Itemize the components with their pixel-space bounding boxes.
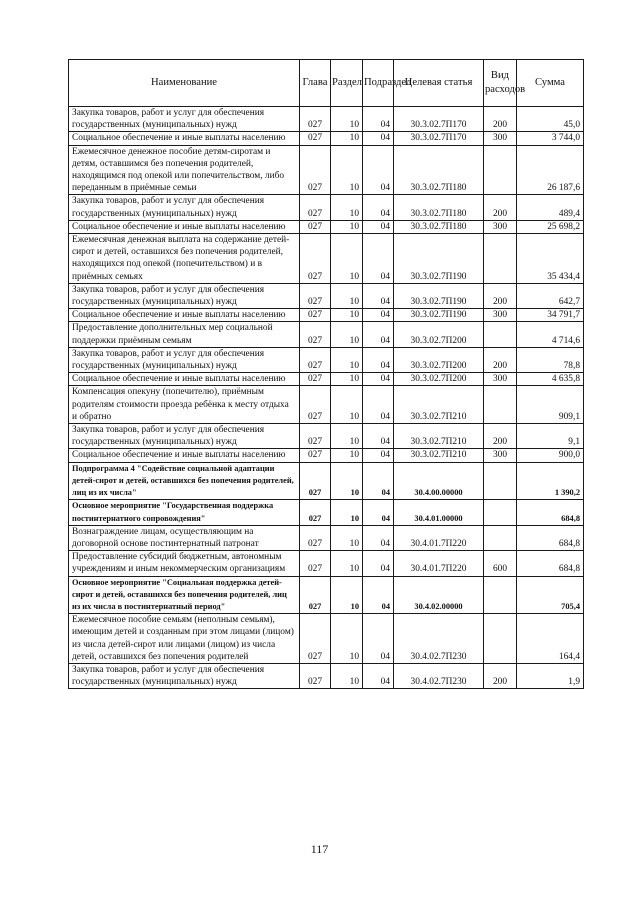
cell-amount: 1 390,2 bbox=[517, 462, 584, 500]
table-row bbox=[69, 107, 584, 132]
cell-name: Основное мероприятие "Государственная поддержка постинтернатного сопровождения" bbox=[69, 500, 300, 525]
cell-subsection: 04 bbox=[363, 614, 394, 664]
cell-subsection: 04 bbox=[363, 424, 394, 449]
cell-chapter: 027 bbox=[300, 525, 331, 550]
cell-chapter: 027 bbox=[300, 614, 331, 664]
cell-expense-type: 200 bbox=[484, 195, 517, 220]
cell-name: Ежемесячная денежная выплата на содержание детей-сирот и детей, оставшихся без попечения родителей, находящихся под опекой (попечительством) и в приёмных семьях bbox=[69, 234, 300, 284]
cell-section: 10 bbox=[331, 462, 363, 500]
cell-expense-type bbox=[484, 234, 517, 284]
cell-chapter: 027 bbox=[300, 309, 331, 322]
cell-target-item: 30.4.02.7П230 bbox=[394, 663, 484, 688]
table-row bbox=[69, 195, 584, 220]
cell-subsection: 04 bbox=[363, 576, 394, 614]
cell-chapter: 027 bbox=[300, 500, 331, 525]
cell-chapter: 027 bbox=[300, 322, 331, 347]
cell-subsection: 04 bbox=[363, 462, 394, 500]
cell-section: 10 bbox=[331, 500, 363, 525]
table-row bbox=[69, 525, 584, 550]
cell-amount: 9,1 bbox=[517, 424, 584, 449]
cell-section: 10 bbox=[331, 107, 363, 132]
cell-name: Ежемесячное денежное пособие детям-сиротам и детям, оставшимся без попечения родителей, находящимся под опекой или попечительством, либо переданным в приёмные семьи bbox=[69, 145, 300, 195]
header-subsection: Подраздел bbox=[363, 60, 394, 107]
cell-section: 10 bbox=[331, 132, 363, 145]
cell-target-item: 30.3.02.7П210 bbox=[394, 449, 484, 462]
cell-subsection: 04 bbox=[363, 500, 394, 525]
cell-amount: 4 714,6 bbox=[517, 322, 584, 347]
cell-chapter: 027 bbox=[300, 551, 331, 576]
cell-amount: 642,7 bbox=[517, 283, 584, 308]
cell-name: Ежемесячное пособие семьям (неполным семьям), имеющим детей и созданным при этом лицами (лицом) из числа детей-сирот или лицами (лицом) из числа детей, оставшихся без попечения родителей bbox=[69, 614, 300, 664]
cell-target-item: 30.4.01.00000 bbox=[394, 500, 484, 525]
cell-subsection: 04 bbox=[363, 373, 394, 386]
cell-amount: 684,8 bbox=[517, 551, 584, 576]
cell-chapter: 027 bbox=[300, 663, 331, 688]
cell-expense-type: 200 bbox=[484, 107, 517, 132]
cell-subsection: 04 bbox=[363, 551, 394, 576]
table-row bbox=[69, 462, 584, 500]
cell-expense-type bbox=[484, 525, 517, 550]
cell-chapter: 027 bbox=[300, 462, 331, 500]
table-row bbox=[69, 132, 584, 145]
cell-amount: 684,8 bbox=[517, 500, 584, 525]
cell-name: Закупка товаров, работ и услуг для обеспечения государственных (муниципальных) нужд bbox=[69, 107, 300, 132]
cell-name: Социальное обеспечение и иные выплаты населению bbox=[69, 309, 300, 322]
cell-amount: 164,4 bbox=[517, 614, 584, 664]
cell-expense-type: 300 bbox=[484, 449, 517, 462]
table-row bbox=[69, 347, 584, 372]
cell-section: 10 bbox=[331, 614, 363, 664]
table-row bbox=[69, 386, 584, 424]
cell-chapter: 027 bbox=[300, 386, 331, 424]
table-row bbox=[69, 663, 584, 688]
table-row bbox=[69, 614, 584, 664]
cell-target-item: 30.3.02.7П190 bbox=[394, 234, 484, 284]
header-name: Наименование bbox=[69, 60, 300, 107]
cell-subsection: 04 bbox=[363, 386, 394, 424]
cell-expense-type bbox=[484, 576, 517, 614]
cell-name: Социальное обеспечение и иные выплаты населению bbox=[69, 373, 300, 386]
cell-expense-type: 300 bbox=[484, 373, 517, 386]
cell-target-item: 30.3.02.7П210 bbox=[394, 386, 484, 424]
cell-section: 10 bbox=[331, 195, 363, 220]
cell-section: 10 bbox=[331, 663, 363, 688]
cell-target-item: 30.3.02.7П200 bbox=[394, 322, 484, 347]
cell-amount: 45,0 bbox=[517, 107, 584, 132]
cell-target-item: 30.4.01.7П220 bbox=[394, 525, 484, 550]
cell-target-item: 30.3.02.7П190 bbox=[394, 309, 484, 322]
cell-section: 10 bbox=[331, 283, 363, 308]
cell-subsection: 04 bbox=[363, 107, 394, 132]
cell-name: Социальное обеспечение и иные выплаты населению bbox=[69, 132, 300, 145]
cell-expense-type bbox=[484, 614, 517, 664]
table-row bbox=[69, 449, 584, 462]
cell-expense-type bbox=[484, 386, 517, 424]
cell-chapter: 027 bbox=[300, 347, 331, 372]
cell-name: Закупка товаров, работ и услуг для обеспечения государственных (муниципальных) нужд bbox=[69, 663, 300, 688]
cell-section: 10 bbox=[331, 234, 363, 284]
table-row bbox=[69, 576, 584, 614]
page-number: 117 bbox=[310, 842, 329, 856]
cell-chapter: 027 bbox=[300, 424, 331, 449]
cell-chapter: 027 bbox=[300, 132, 331, 145]
cell-subsection: 04 bbox=[363, 663, 394, 688]
cell-chapter: 027 bbox=[300, 195, 331, 220]
table-header-row bbox=[69, 60, 584, 107]
cell-subsection: 04 bbox=[363, 132, 394, 145]
cell-name: Закупка товаров, работ и услуг для обеспечения государственных (муниципальных) нужд bbox=[69, 283, 300, 308]
table-row bbox=[69, 283, 584, 308]
cell-amount: 900,0 bbox=[517, 449, 584, 462]
cell-chapter: 027 bbox=[300, 373, 331, 386]
cell-subsection: 04 bbox=[363, 234, 394, 284]
cell-subsection: 04 bbox=[363, 309, 394, 322]
cell-amount: 26 187,6 bbox=[517, 145, 584, 195]
cell-section: 10 bbox=[331, 373, 363, 386]
cell-target-item: 30.3.02.7П200 bbox=[394, 373, 484, 386]
cell-expense-type bbox=[484, 145, 517, 195]
table-row bbox=[69, 145, 584, 195]
table-row bbox=[69, 424, 584, 449]
cell-expense-type bbox=[484, 322, 517, 347]
cell-section: 10 bbox=[331, 576, 363, 614]
cell-chapter: 027 bbox=[300, 107, 331, 132]
cell-amount: 909,1 bbox=[517, 386, 584, 424]
cell-name: Компенсация опекуну (попечителю), приёмным родителям стоимости проезда ребёнка к месту отдыха и обратно bbox=[69, 386, 300, 424]
cell-chapter: 027 bbox=[300, 576, 331, 614]
cell-amount: 705,4 bbox=[517, 576, 584, 614]
header-section: Раздел bbox=[331, 60, 363, 107]
cell-name: Закупка товаров, работ и услуг для обеспечения государственных (муниципальных) нужд bbox=[69, 424, 300, 449]
cell-name: Закупка товаров, работ и услуг для обеспечения государственных (муниципальных) нужд bbox=[69, 195, 300, 220]
cell-section: 10 bbox=[331, 386, 363, 424]
cell-target-item: 30.4.00.00000 bbox=[394, 462, 484, 500]
table-row bbox=[69, 220, 584, 233]
cell-chapter: 027 bbox=[300, 234, 331, 284]
cell-subsection: 04 bbox=[363, 449, 394, 462]
cell-chapter: 027 bbox=[300, 220, 331, 233]
cell-target-item: 30.4.01.7П220 bbox=[394, 551, 484, 576]
cell-chapter: 027 bbox=[300, 283, 331, 308]
cell-expense-type: 200 bbox=[484, 283, 517, 308]
table-row bbox=[69, 373, 584, 386]
cell-target-item: 30.4.02.7П230 bbox=[394, 614, 484, 664]
cell-name: Закупка товаров, работ и услуг для обеспечения государственных (муниципальных) нужд bbox=[69, 347, 300, 372]
header-amount: Сумма bbox=[517, 60, 584, 107]
cell-subsection: 04 bbox=[363, 283, 394, 308]
table-row bbox=[69, 551, 584, 576]
cell-amount: 684,8 bbox=[517, 525, 584, 550]
table-body bbox=[69, 107, 584, 689]
budget-table bbox=[68, 59, 584, 689]
table-row bbox=[69, 500, 584, 525]
cell-subsection: 04 bbox=[363, 322, 394, 347]
cell-name: Подпрограмма 4 "Содействие социальной адаптации детей-сирот и детей, оставшихся без попечения родителей, лиц из их числа" bbox=[69, 462, 300, 500]
cell-target-item: 30.3.02.7П210 bbox=[394, 424, 484, 449]
cell-amount: 78,8 bbox=[517, 347, 584, 372]
cell-name: Социальное обеспечение и иные выплаты населению bbox=[69, 449, 300, 462]
cell-target-item: 30.3.02.7П200 bbox=[394, 347, 484, 372]
cell-section: 10 bbox=[331, 145, 363, 195]
cell-section: 10 bbox=[331, 551, 363, 576]
cell-target-item: 30.3.02.7П180 bbox=[394, 145, 484, 195]
cell-amount: 3 744,0 bbox=[517, 132, 584, 145]
cell-section: 10 bbox=[331, 309, 363, 322]
cell-section: 10 bbox=[331, 424, 363, 449]
cell-name: Вознаграждение лицам, осуществляющим на договорной основе постинтернатный патронат bbox=[69, 525, 300, 550]
cell-expense-type: 200 bbox=[484, 424, 517, 449]
cell-amount: 34 791,7 bbox=[517, 309, 584, 322]
cell-amount: 35 434,4 bbox=[517, 234, 584, 284]
cell-expense-type: 200 bbox=[484, 663, 517, 688]
header-expense-type: Вид расходов bbox=[484, 60, 517, 107]
cell-amount: 489,4 bbox=[517, 195, 584, 220]
table-row bbox=[69, 322, 584, 347]
cell-chapter: 027 bbox=[300, 449, 331, 462]
cell-expense-type bbox=[484, 462, 517, 500]
cell-target-item: 30.3.02.7П170 bbox=[394, 107, 484, 132]
cell-target-item: 30.3.02.7П180 bbox=[394, 220, 484, 233]
cell-subsection: 04 bbox=[363, 525, 394, 550]
cell-amount: 25 698,2 bbox=[517, 220, 584, 233]
cell-target-item: 30.3.02.7П190 bbox=[394, 283, 484, 308]
cell-expense-type: 300 bbox=[484, 220, 517, 233]
cell-amount: 1,9 bbox=[517, 663, 584, 688]
table-row bbox=[69, 309, 584, 322]
header-chapter: Глава bbox=[300, 60, 331, 107]
cell-expense-type: 200 bbox=[484, 347, 517, 372]
cell-subsection: 04 bbox=[363, 145, 394, 195]
header-target-item: Целевая статья bbox=[394, 60, 484, 107]
cell-subsection: 04 bbox=[363, 195, 394, 220]
cell-expense-type: 600 bbox=[484, 551, 517, 576]
cell-name: Предоставление субсидий бюджетным, автономным учреждениям и иным некоммерческим организациям bbox=[69, 551, 300, 576]
cell-name: Социальное обеспечение и иные выплаты населению bbox=[69, 220, 300, 233]
cell-name: Предоставление дополнительных мер социальной поддержки приёмным семьям bbox=[69, 322, 300, 347]
cell-section: 10 bbox=[331, 220, 363, 233]
cell-target-item: 30.3.02.7П180 bbox=[394, 195, 484, 220]
cell-amount: 4 635,8 bbox=[517, 373, 584, 386]
cell-expense-type: 300 bbox=[484, 132, 517, 145]
cell-expense-type bbox=[484, 500, 517, 525]
cell-section: 10 bbox=[331, 449, 363, 462]
table-row bbox=[69, 234, 584, 284]
cell-section: 10 bbox=[331, 322, 363, 347]
cell-name: Основное мероприятие "Социальная поддержка детей-сирот и детей, оставшихся без попечения родителей, лиц из их числа в постинтернатный период" bbox=[69, 576, 300, 614]
cell-target-item: 30.4.02.00000 bbox=[394, 576, 484, 614]
cell-target-item: 30.3.02.7П170 bbox=[394, 132, 484, 145]
cell-section: 10 bbox=[331, 347, 363, 372]
cell-expense-type: 300 bbox=[484, 309, 517, 322]
cell-section: 10 bbox=[331, 525, 363, 550]
cell-subsection: 04 bbox=[363, 347, 394, 372]
cell-subsection: 04 bbox=[363, 220, 394, 233]
cell-chapter: 027 bbox=[300, 145, 331, 195]
